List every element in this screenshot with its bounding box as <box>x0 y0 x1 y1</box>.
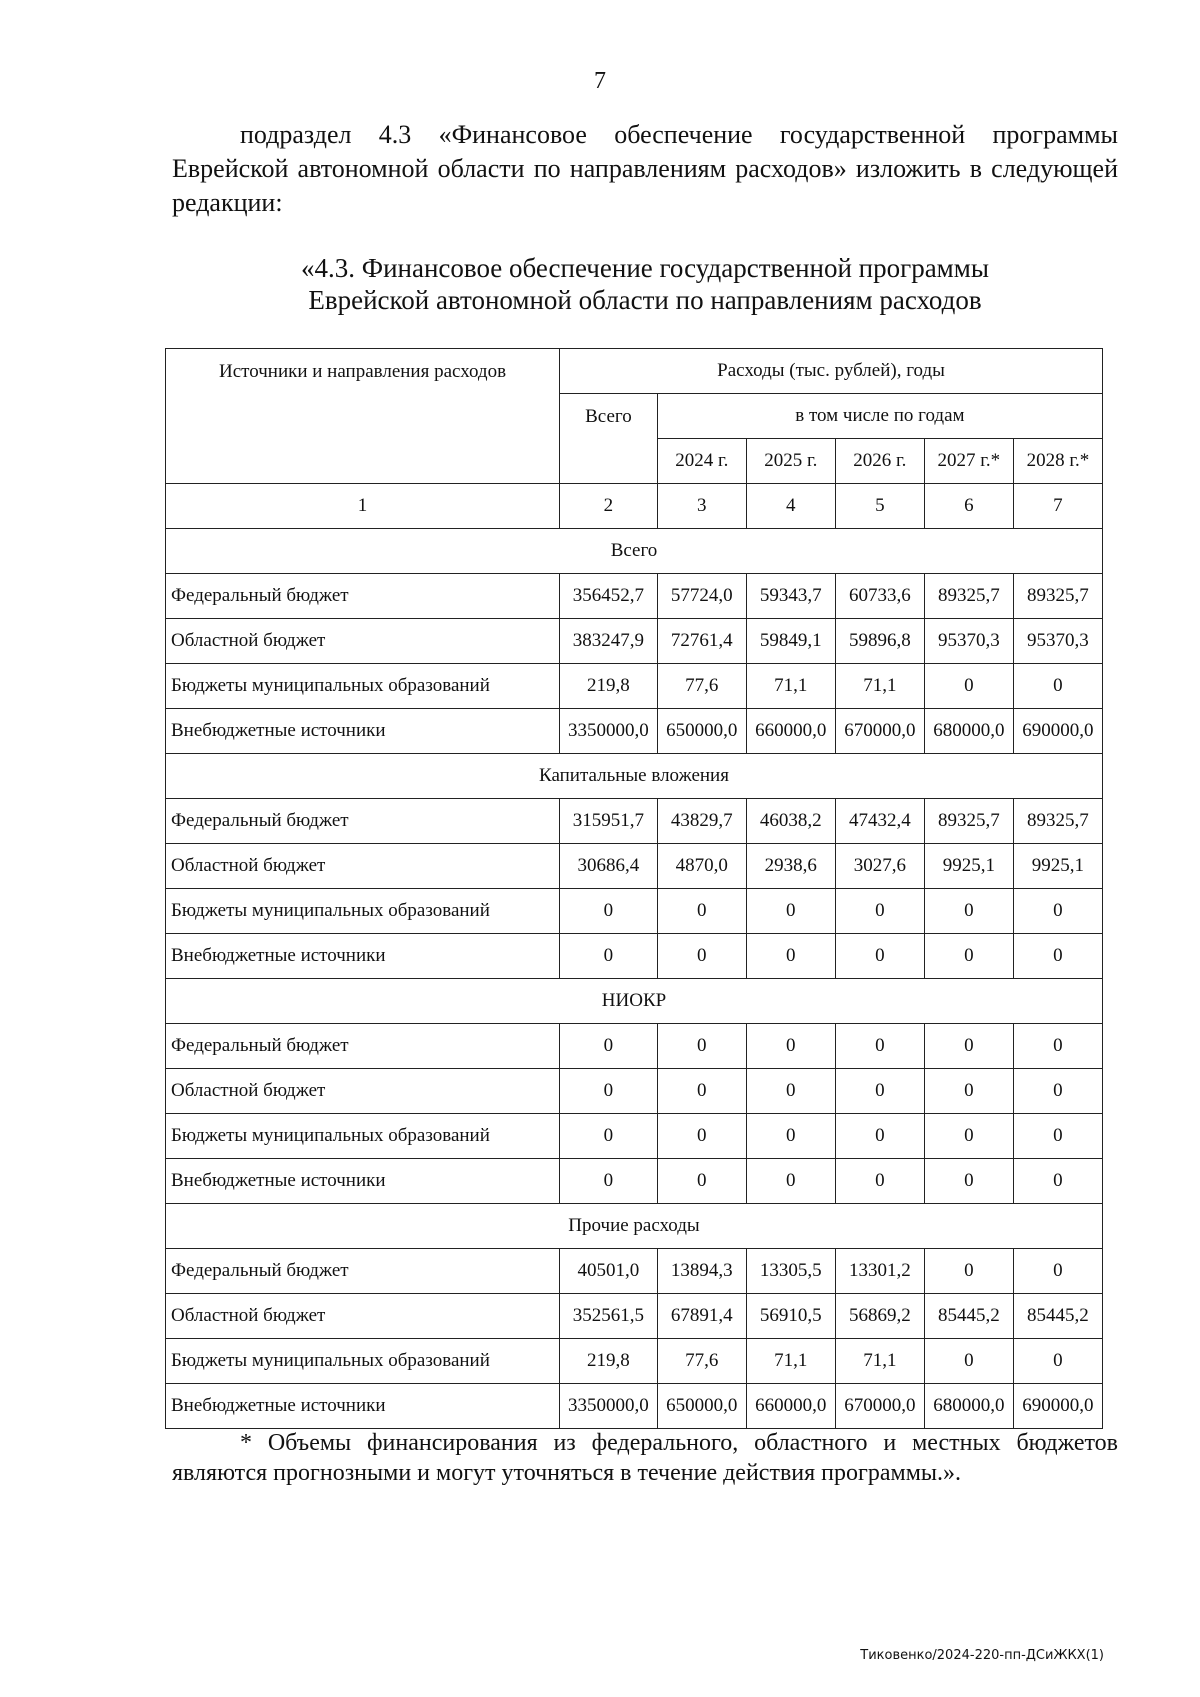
section-header-row <box>166 754 1103 799</box>
value-cell: 690000,0 <box>1013 1384 1102 1429</box>
value-cell: 30686,4 <box>560 844 658 889</box>
column-number: 2 <box>560 484 658 529</box>
value-cell: 690000,0 <box>1013 709 1102 754</box>
value-cell: 59896,8 <box>835 619 924 664</box>
section-title-cell: Всего <box>166 529 1103 574</box>
value-cell: 89325,7 <box>924 799 1013 844</box>
value-cell: 95370,3 <box>1013 619 1102 664</box>
value-cell: 0 <box>924 1339 1013 1384</box>
value-cell: 0 <box>924 889 1013 934</box>
value-cell: 0 <box>924 1024 1013 1069</box>
value-cell: 0 <box>924 934 1013 979</box>
table-row <box>166 1384 1103 1429</box>
value-cell: 77,6 <box>657 664 746 709</box>
value-cell: 0 <box>560 934 658 979</box>
table-row <box>166 889 1103 934</box>
value-cell: 71,1 <box>746 1339 835 1384</box>
page-number: 7 <box>594 68 606 94</box>
value-cell: 40501,0 <box>560 1249 658 1294</box>
source-label-cell: Областной бюджет <box>166 619 560 664</box>
value-cell: 0 <box>835 1024 924 1069</box>
sources-header: Источники и направления расходов <box>166 349 560 484</box>
value-cell: 13305,5 <box>746 1249 835 1294</box>
value-cell: 383247,9 <box>560 619 658 664</box>
section-title-line-2: Еврейской автономной области по направлениям расходов <box>308 285 982 315</box>
value-cell: 2938,6 <box>746 844 835 889</box>
column-number-row <box>166 484 1103 529</box>
column-number: 3 <box>657 484 746 529</box>
value-cell: 0 <box>924 1069 1013 1114</box>
source-label-cell: Внебюджетные источники <box>166 1384 560 1429</box>
value-cell: 0 <box>924 1249 1013 1294</box>
value-cell: 95370,3 <box>924 619 1013 664</box>
section-title-cell: Прочие расходы <box>166 1204 1103 1249</box>
value-cell: 0 <box>835 934 924 979</box>
value-cell: 71,1 <box>835 1339 924 1384</box>
section-title-cell: НИОКР <box>166 979 1103 1024</box>
value-cell: 0 <box>924 1114 1013 1159</box>
value-cell: 0 <box>560 1159 658 1204</box>
source-label-cell: Внебюджетные источники <box>166 1159 560 1204</box>
source-label-cell: Внебюджетные источники <box>166 709 560 754</box>
value-cell: 670000,0 <box>835 709 924 754</box>
section-title-cell: Капитальные вложения <box>166 754 1103 799</box>
value-cell: 356452,7 <box>560 574 658 619</box>
value-cell: 0 <box>560 1024 658 1069</box>
value-cell: 56910,5 <box>746 1294 835 1339</box>
value-cell: 0 <box>746 1159 835 1204</box>
value-cell: 0 <box>1013 1114 1102 1159</box>
value-cell: 660000,0 <box>746 1384 835 1429</box>
value-cell: 89325,7 <box>1013 574 1102 619</box>
document-reference: Тиковенко/2024-220-пп-ДСиЖКХ(1) <box>860 1648 1104 1663</box>
header-row-1 <box>166 349 1103 394</box>
value-cell: 60733,6 <box>835 574 924 619</box>
source-label-cell: Внебюджетные источники <box>166 934 560 979</box>
year-header: 2026 г. <box>835 439 924 484</box>
table-row <box>166 619 1103 664</box>
value-cell: 0 <box>924 1159 1013 1204</box>
value-cell: 4870,0 <box>657 844 746 889</box>
value-cell: 0 <box>560 889 658 934</box>
value-cell: 0 <box>1013 1339 1102 1384</box>
value-cell: 13301,2 <box>835 1249 924 1294</box>
value-cell: 219,8 <box>560 664 658 709</box>
table-row <box>166 574 1103 619</box>
table-row <box>166 1249 1103 1294</box>
table-row <box>166 799 1103 844</box>
value-cell: 0 <box>835 1069 924 1114</box>
source-label-cell: Бюджеты муниципальных образований <box>166 889 560 934</box>
value-cell: 0 <box>560 1069 658 1114</box>
source-label-cell: Федеральный бюджет <box>166 1024 560 1069</box>
value-cell: 0 <box>924 664 1013 709</box>
value-cell: 0 <box>657 934 746 979</box>
value-cell: 0 <box>746 1069 835 1114</box>
year-header: 2027 г.* <box>924 439 1013 484</box>
value-cell: 3350000,0 <box>560 1384 658 1429</box>
value-cell: 0 <box>835 1159 924 1204</box>
value-cell: 0 <box>1013 1159 1102 1204</box>
value-cell: 670000,0 <box>835 1384 924 1429</box>
value-cell: 219,8 <box>560 1339 658 1384</box>
value-cell: 0 <box>1013 889 1102 934</box>
value-cell: 0 <box>746 934 835 979</box>
value-cell: 3027,6 <box>835 844 924 889</box>
year-header: 2028 г.* <box>1013 439 1102 484</box>
value-cell: 650000,0 <box>657 1384 746 1429</box>
source-label-cell: Федеральный бюджет <box>166 1249 560 1294</box>
value-cell: 660000,0 <box>746 709 835 754</box>
value-cell: 56869,2 <box>835 1294 924 1339</box>
source-label-cell: Федеральный бюджет <box>166 799 560 844</box>
value-cell: 0 <box>657 1024 746 1069</box>
value-cell: 89325,7 <box>924 574 1013 619</box>
value-cell: 0 <box>657 1159 746 1204</box>
table-row <box>166 1339 1103 1384</box>
value-cell: 67891,4 <box>657 1294 746 1339</box>
value-cell: 0 <box>1013 1249 1102 1294</box>
section-header-row <box>166 1204 1103 1249</box>
column-number: 4 <box>746 484 835 529</box>
section-title-line-1: «4.3. Финансовое обеспечение государственной программы <box>301 253 989 283</box>
table-row <box>166 1069 1103 1114</box>
table-row <box>166 844 1103 889</box>
table-row <box>166 664 1103 709</box>
intro-paragraph: подраздел 4.3 «Финансовое обеспечение государственной программы Еврейской автономной области по направлениям расходов» изложить в следующей редакции: <box>172 120 1118 217</box>
value-cell: 352561,5 <box>560 1294 658 1339</box>
value-cell: 9925,1 <box>924 844 1013 889</box>
section-header-row <box>166 529 1103 574</box>
expenses-header: Расходы (тыс. рублей), годы <box>560 349 1103 394</box>
section-title <box>160 252 1130 316</box>
table-row <box>166 1159 1103 1204</box>
value-cell: 0 <box>835 889 924 934</box>
value-cell: 0 <box>560 1114 658 1159</box>
value-cell: 77,6 <box>657 1339 746 1384</box>
source-label-cell: Бюджеты муниципальных образований <box>166 664 560 709</box>
value-cell: 0 <box>1013 664 1102 709</box>
source-label-cell: Федеральный бюджет <box>166 574 560 619</box>
section-header-row <box>166 979 1103 1024</box>
value-cell: 0 <box>1013 934 1102 979</box>
value-cell: 0 <box>657 1069 746 1114</box>
value-cell: 680000,0 <box>924 709 1013 754</box>
value-cell: 59849,1 <box>746 619 835 664</box>
value-cell: 0 <box>835 1114 924 1159</box>
year-header: 2025 г. <box>746 439 835 484</box>
table-row <box>166 1024 1103 1069</box>
value-cell: 72761,4 <box>657 619 746 664</box>
value-cell: 85445,2 <box>1013 1294 1102 1339</box>
value-cell: 59343,7 <box>746 574 835 619</box>
budget-table <box>165 348 1103 1429</box>
value-cell: 71,1 <box>746 664 835 709</box>
value-cell: 46038,2 <box>746 799 835 844</box>
by-year-header: в том числе по годам <box>657 394 1102 439</box>
value-cell: 0 <box>746 1024 835 1069</box>
value-cell: 315951,7 <box>560 799 658 844</box>
column-number: 5 <box>835 484 924 529</box>
value-cell: 43829,7 <box>657 799 746 844</box>
table-row <box>166 1294 1103 1339</box>
column-number: 6 <box>924 484 1013 529</box>
value-cell: 650000,0 <box>657 709 746 754</box>
table-row <box>166 934 1103 979</box>
year-header: 2024 г. <box>657 439 746 484</box>
value-cell: 0 <box>1013 1069 1102 1114</box>
value-cell: 0 <box>746 1114 835 1159</box>
table-row <box>166 1114 1103 1159</box>
total-header: Всего <box>560 394 658 484</box>
column-number: 7 <box>1013 484 1102 529</box>
value-cell: 13894,3 <box>657 1249 746 1294</box>
value-cell: 57724,0 <box>657 574 746 619</box>
value-cell: 85445,2 <box>924 1294 1013 1339</box>
value-cell: 47432,4 <box>835 799 924 844</box>
source-label-cell: Бюджеты муниципальных образований <box>166 1339 560 1384</box>
value-cell: 680000,0 <box>924 1384 1013 1429</box>
column-number: 1 <box>166 484 560 529</box>
value-cell: 3350000,0 <box>560 709 658 754</box>
source-label-cell: Областной бюджет <box>166 1294 560 1339</box>
value-cell: 0 <box>657 1114 746 1159</box>
budget-table-body <box>166 349 1103 1429</box>
value-cell: 0 <box>657 889 746 934</box>
source-label-cell: Бюджеты муниципальных образований <box>166 1114 560 1159</box>
value-cell: 0 <box>1013 1024 1102 1069</box>
value-cell: 9925,1 <box>1013 844 1102 889</box>
value-cell: 89325,7 <box>1013 799 1102 844</box>
source-label-cell: Областной бюджет <box>166 844 560 889</box>
footnote: * Объемы финансирования из федерального, областного и местных бюджетов являются прогнозными и могут уточняться в течение действия программы.». <box>172 1430 1118 1486</box>
source-label-cell: Областной бюджет <box>166 1069 560 1114</box>
value-cell: 71,1 <box>835 664 924 709</box>
table-row <box>166 709 1103 754</box>
value-cell: 0 <box>746 889 835 934</box>
